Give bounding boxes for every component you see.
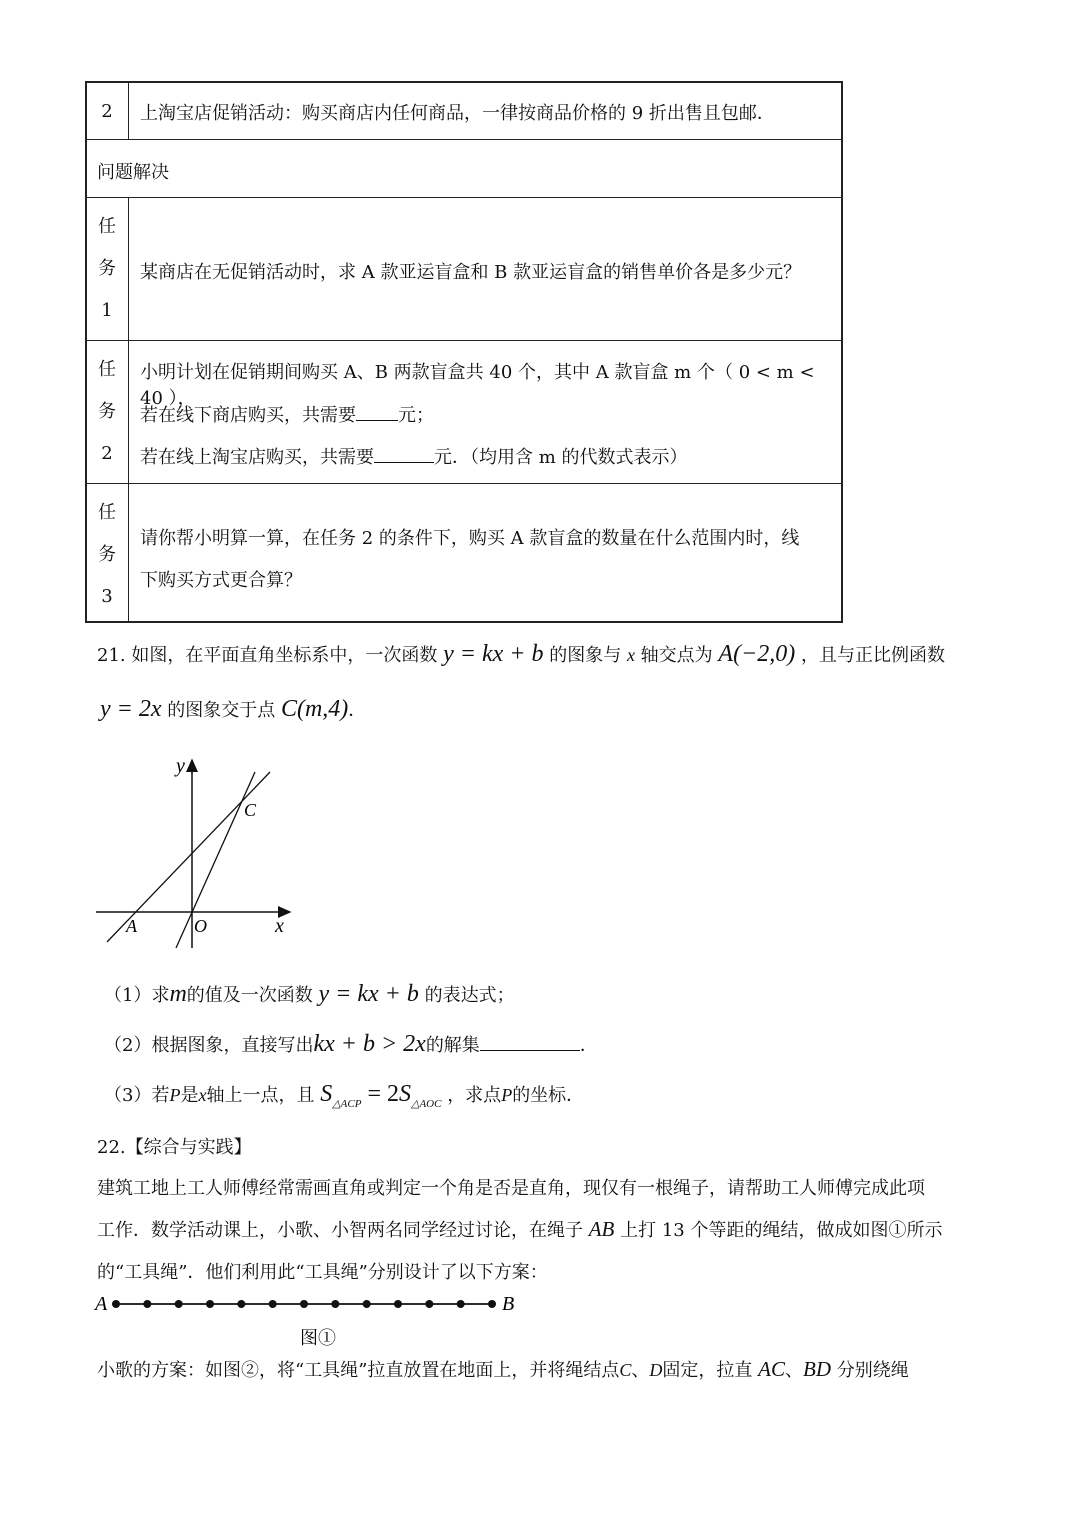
q21-area-sub1: △ACP <box>332 1098 362 1110</box>
q21-equation-linear: y = kx + b <box>443 641 544 667</box>
q22-text: 上打 13 个等距的绳结，做成如图①所示 <box>620 1220 943 1241</box>
task-1-text: 某商店在无促销活动时，求 A 款亚运盲盒和 B 款亚运盲盒的销售单价各是多少元？ <box>140 262 802 283</box>
rope-knot <box>175 1300 183 1308</box>
rope-knot <box>300 1300 308 1308</box>
table-row-promo-2 <box>87 83 841 140</box>
rope-knot <box>425 1300 433 1308</box>
q21-stem-text: 如图，在平面直角坐标系中，一次函数 <box>131 645 438 666</box>
table-cell-task-label <box>87 198 129 340</box>
task-2-line-2-unit: 元； <box>398 405 434 426</box>
q21-part-3-p: P <box>169 1085 181 1105</box>
q22-text: 、 <box>785 1360 803 1381</box>
q22-point-c: C <box>619 1360 632 1380</box>
task-2-label-1: 任 <box>98 359 116 380</box>
q22-rope-figure <box>90 1288 530 1350</box>
q22-number: 22. <box>97 1137 126 1158</box>
q21-part-1-equation: y = kx + b <box>318 981 419 1007</box>
q21-equation-proportional: y = 2x <box>100 696 162 722</box>
q21-part-1-text: （1）求 <box>104 985 170 1006</box>
q21-area-sub2: △AOC <box>410 1098 442 1110</box>
q21-part-3-x: x <box>198 1085 207 1105</box>
q21-part-2-text: 的解集 <box>425 1035 480 1056</box>
line-y-2x <box>176 772 255 948</box>
rope-knot <box>143 1300 151 1308</box>
section-label: 问题解决 <box>97 162 169 183</box>
table-row-task-2 <box>87 341 841 484</box>
q22-paragraph-1: 建筑工地上工人师傅经常需画直角或判定一个角是否是直角，现仅有一根绳子，请帮助工人师傅完成此项 <box>97 1178 925 1199</box>
q21-area-s1: S <box>320 1081 333 1107</box>
q22-text: 工作．数学活动课上，小歌、小智两名同学经过讨论，在绳子 <box>97 1220 583 1241</box>
rope-label-b: B <box>502 1293 515 1315</box>
answer-blank[interactable] <box>480 1034 580 1051</box>
q22-header <box>97 1133 252 1159</box>
q21-stem-text: 的图象与 <box>549 645 622 666</box>
task-2-line-1: 小明计划在促销期间购买 A、B 两款盲盒共 40 个，其中 A 款盲盒 m 个（ 0 < m < 40 ）， <box>140 362 815 409</box>
rope-knot <box>206 1300 214 1308</box>
task-table <box>85 81 843 623</box>
q22-paragraph-4 <box>97 1356 909 1382</box>
task-3-label-3: 3 <box>101 586 113 607</box>
q22-segment-ac: AC <box>758 1357 785 1381</box>
x-axis-label: x <box>275 915 284 937</box>
q22-point-d: D <box>649 1360 663 1380</box>
task-2-line-3-unit: 元．（均用含 m 的代数式表示） <box>434 447 688 468</box>
q21-stem-text: 的图象交于点 <box>167 700 276 721</box>
q21-part-2-inequality: kx + b > 2x <box>313 1031 426 1057</box>
q21-part-3-p: P <box>501 1085 513 1105</box>
q21-point-a: A(−2,0) <box>718 641 796 667</box>
table-row-section <box>87 140 841 198</box>
q22-text: 固定，拉直 <box>662 1360 753 1381</box>
q22-segment-bd: BD <box>803 1357 831 1381</box>
q21-part-1-text: 的表达式； <box>424 985 515 1006</box>
q22-paragraph-2 <box>97 1216 942 1242</box>
rope-knot <box>394 1300 402 1308</box>
origin-label: O <box>194 916 207 936</box>
task-1-label-1: 任 <box>98 216 116 237</box>
q21-part-1 <box>104 981 515 1008</box>
task-2-label-3: 2 <box>101 443 113 464</box>
q22-heading: 【综合与实践】 <box>125 1137 252 1158</box>
q22-rope-ab: AB <box>588 1217 615 1241</box>
y-axis-label: y <box>176 755 185 777</box>
q21-area-eq: = 2 <box>361 1081 399 1107</box>
q21-area-s2: S <box>398 1081 411 1107</box>
q21-part-3-text: 的坐标． <box>512 1085 585 1106</box>
point-c-label: C <box>244 800 257 820</box>
q22-paragraph-3: 的“工具绳”．他们利用此“工具绳”分别设计了以下方案： <box>97 1262 548 1283</box>
q21-part-1-m: m <box>169 981 187 1007</box>
answer-blank[interactable] <box>374 446 434 463</box>
q21-part-3 <box>104 1081 584 1110</box>
q22-text: 小歌的方案：如图②，将“工具绳”拉直放置在地面上，并将绳结点 <box>97 1360 620 1381</box>
task-2-line-3-text: 若在线上淘宝店购买，共需要 <box>140 447 374 468</box>
point-a-label: A <box>126 916 137 936</box>
table-row-task-3 <box>87 484 841 623</box>
q22-text: 分别绕绳 <box>836 1360 909 1381</box>
rope-knot <box>363 1300 371 1308</box>
task-2-line-2 <box>140 401 831 427</box>
q21-part-3-text: 是 <box>180 1085 199 1106</box>
rope-knot <box>457 1300 465 1308</box>
task-1-label-2: 务 <box>98 258 116 279</box>
q21-point-c: C(m,4) <box>280 696 349 722</box>
q21-stem-text: 轴交点为 <box>640 645 713 666</box>
task-2-line-3 <box>140 443 831 469</box>
rope-knot <box>488 1300 496 1308</box>
q21-part-2-text: （2）根据图象，直接写出 <box>104 1035 314 1056</box>
q21-stem-line-1 <box>97 641 945 668</box>
q21-stem-end: ． <box>348 700 367 721</box>
table-cell-number <box>87 83 129 139</box>
q21-part-3-text: （3）若 <box>104 1085 170 1106</box>
task-3-line-2: 下购买方式更合算？ <box>140 570 302 591</box>
table-cell-task-label <box>87 341 129 483</box>
task-2-line-2-text: 若在线下商店购买，共需要 <box>140 405 356 426</box>
task-1-label-3: 1 <box>101 300 113 321</box>
task-2-label-2: 务 <box>98 401 116 422</box>
q21-stem-line-2 <box>100 696 366 723</box>
figure-1-caption: 图① <box>300 1328 336 1349</box>
q21-part-3-text: ，求点 <box>447 1085 502 1106</box>
q21-x-var: x <box>626 645 635 665</box>
table-cell-task-label <box>87 484 129 623</box>
rope-knot <box>331 1300 339 1308</box>
rope-knot <box>237 1300 245 1308</box>
rope-knot <box>269 1300 277 1308</box>
q21-part-3-text: 轴上一点，且 <box>206 1085 315 1106</box>
q21-part-1-text: 的值及一次函数 <box>186 985 313 1006</box>
task-3-line-1: 请你帮小明算一算，在任务 2 的条件下，购买 A 款盲盒的数量在什么范围内时，线 <box>140 528 800 549</box>
q21-number: 21. <box>97 645 126 666</box>
promo-2-text: 上淘宝店促销活动：购买商店内任何商品，一律按商品价格的 9 折出售且包邮． <box>140 103 775 124</box>
row-number: 2 <box>101 101 113 122</box>
q21-part-2-end: ． <box>579 1035 598 1056</box>
rope-knot <box>112 1300 120 1308</box>
rope-label-a: A <box>95 1293 108 1315</box>
table-row-task-1 <box>87 198 841 341</box>
q22-text: 、 <box>631 1360 650 1381</box>
task-3-label-1: 任 <box>98 502 116 523</box>
q21-coordinate-graph <box>90 752 300 952</box>
task-3-label-2: 务 <box>98 544 116 565</box>
q21-stem-text: ，且与正比例函数 <box>800 645 945 666</box>
q21-part-2 <box>104 1031 598 1058</box>
answer-blank[interactable] <box>356 404 398 421</box>
